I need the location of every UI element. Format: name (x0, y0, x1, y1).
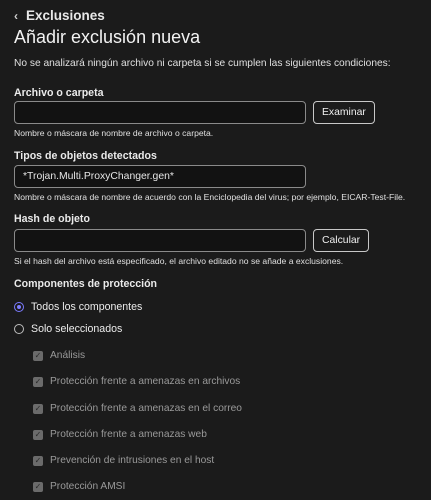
component-label: Protección frente a amenazas en archivos (50, 376, 241, 387)
back-link-label: Exclusiones (26, 8, 105, 23)
component-label: Protección frente a amenazas en el correo (50, 403, 242, 414)
component-checkbox-host-intrusion (33, 455, 214, 466)
component-label: Protección AMSI (50, 481, 126, 492)
radio-selected-only-label: Solo seleccionados (31, 323, 123, 335)
detected-object-types-label: Tipos de objetos detectados (14, 150, 157, 162)
component-checkbox-mail-threat (33, 403, 242, 414)
component-checkbox-file-threat (33, 376, 240, 387)
calculate-button[interactable]: Calcular (313, 229, 369, 252)
component-checkbox-scan (33, 350, 85, 361)
checkbox-checked-icon: ✓ (34, 429, 42, 439)
component-checkbox-web-threat (33, 429, 207, 440)
checkbox-checked-icon: ✓ (34, 481, 42, 491)
object-hash-label: Hash de objeto (14, 213, 90, 225)
component-label: Protección frente a amenazas web (50, 429, 207, 440)
object-hash-input[interactable] (14, 229, 306, 252)
detected-object-types-input[interactable]: *Trojan.Multi.ProxyChanger.gen* (14, 165, 306, 188)
browse-button[interactable]: Examinar (313, 101, 375, 124)
protection-components-label: Componentes de protección (14, 278, 158, 290)
radio-all-components[interactable] (14, 301, 142, 313)
radio-unselected-icon (14, 324, 24, 334)
radio-selected-only[interactable] (14, 323, 122, 335)
detected-object-types-help: Nombre o máscara de nombre de acuerdo con la Enciclopedia del virus; por ejemplo, EICAR-Test-File. (14, 192, 406, 202)
component-checkbox-amsi (33, 481, 125, 492)
radio-selected-icon (14, 302, 24, 312)
object-hash-help: Si el hash del archivo está especificado, el archivo editado no se añade a exclusiones. (14, 256, 344, 266)
component-label: Prevención de intrusiones en el host (50, 455, 215, 466)
file-or-folder-help: Nombre o máscara de nombre de archivo o carpeta. (14, 128, 214, 138)
checkbox-checked-icon: ✓ (34, 403, 42, 413)
chevron-left-icon: ‹ (14, 8, 18, 23)
checkbox-checked-icon: ✓ (34, 350, 42, 360)
page-description: No se analizará ningún archivo ni carpeta si se cumplen las siguientes condiciones: (14, 58, 391, 69)
back-link[interactable] (14, 8, 105, 23)
file-or-folder-input[interactable] (14, 101, 306, 124)
component-label: Análisis (50, 350, 86, 361)
radio-all-components-label: Todos los componentes (31, 301, 143, 313)
page-title: Añadir exclusión nueva (14, 27, 201, 47)
checkbox-checked-icon: ✓ (34, 455, 42, 465)
file-or-folder-label: Archivo o carpeta (14, 87, 104, 99)
checkbox-checked-icon: ✓ (34, 376, 42, 386)
